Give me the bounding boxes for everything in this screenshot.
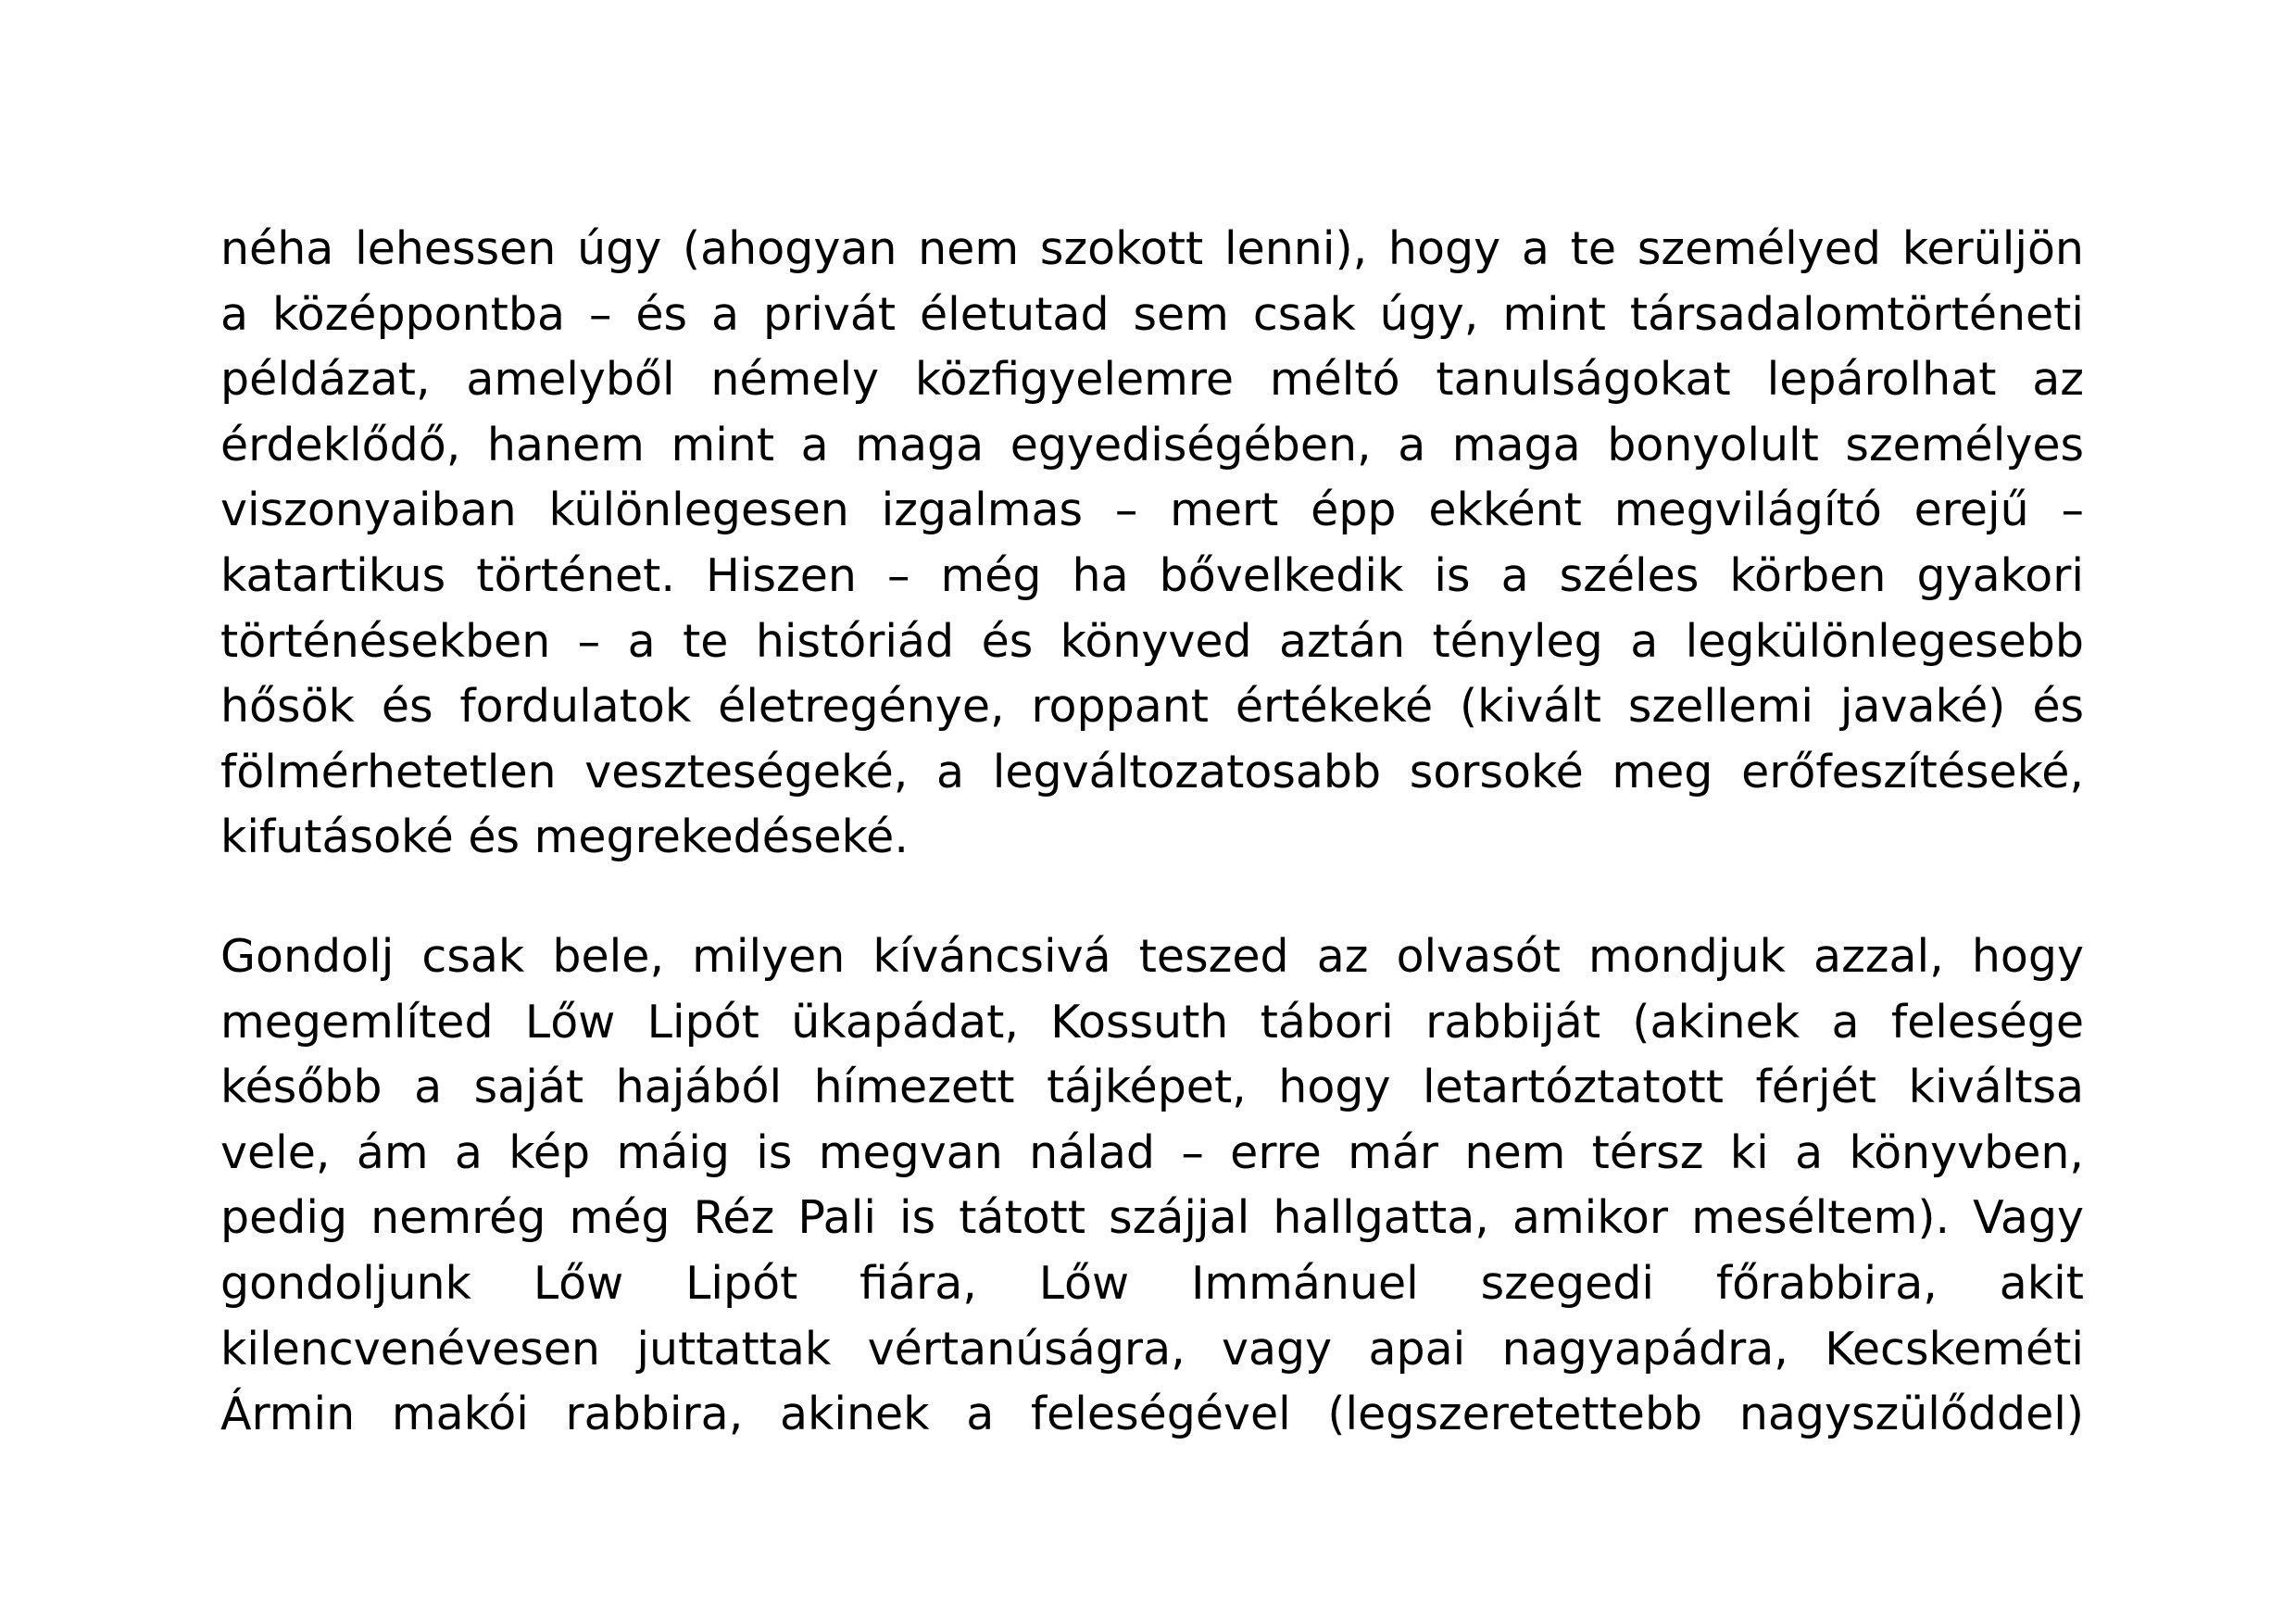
text-line: viszonyaiban különlegesen izgalmas – mert épp ekként megvilágító erejű –: [220, 484, 2084, 537]
text-line: kifutásoké és megrekedéseké.: [220, 810, 909, 864]
text-line: hősök és fordulatok életregénye, roppant értékeké (kivált szellemi javaké) és: [220, 680, 2084, 734]
text-line: később a saját hajából hímezett tájképet, hogy letartóztatott férjét kiváltsa: [220, 1061, 2084, 1114]
text-line: érdeklődő, hanem mint a maga egyediségében, a maga bonyolult személyes: [220, 418, 2084, 471]
paragraph-2: [220, 924, 2084, 1448]
text-line: néha lehessen úgy (ahogyan nem szokott lenni), hogy a te személyed kerüljön: [220, 222, 2084, 275]
body-text: [220, 217, 2084, 1448]
text-line: kilencvenévesen juttattak vértanúságra, vagy apai nagyapádra, Kecskeméti: [220, 1322, 2084, 1376]
text-line: Gondolj csak bele, milyen kíváncsivá teszed az olvasót mondjuk azzal, hogy: [220, 929, 2084, 983]
paragraph-gap: [220, 871, 2084, 924]
text-line: példázat, amelyből némely közfigyelemre méltó tanulságokat lepárolhat az: [220, 353, 2084, 407]
text-line: fölmérhetetlen veszteségeké, a legváltozatosabb sorsoké meg erőfeszítéseké,: [220, 745, 2084, 798]
text-line: a középpontba – és a privát életutad sem csak úgy, mint társadalomtörténeti: [220, 287, 2084, 341]
paragraph-1: [220, 217, 2084, 871]
text-line: pedig nemrég még Réz Pali is tátott szájjal hallgatta, amikor meséltem). Vagy: [220, 1191, 2084, 1245]
text-line: katartikus történet. Hiszen – még ha bővelkedik is a széles körben gyakori: [220, 548, 2084, 602]
text-line: gondoljunk Lőw Lipót fiára, Lőw Immánuel szegedi főrabbira, akit: [220, 1256, 2084, 1310]
text-line: vele, ám a kép máig is megvan nálad – erre már nem térsz ki a könyvben,: [220, 1125, 2084, 1179]
text-line: Ármin makói rabbira, akinek a feleségével (legszeretettebb nagyszülőddel): [220, 1388, 2084, 1441]
text-line: megemlíted Lőw Lipót ükapádat, Kossuth tábori rabbiját (akinek a felesége: [220, 995, 2084, 1049]
text-line: történésekben – a te históriád és könyved aztán tényleg a legkülönlegesebb: [220, 614, 2084, 668]
